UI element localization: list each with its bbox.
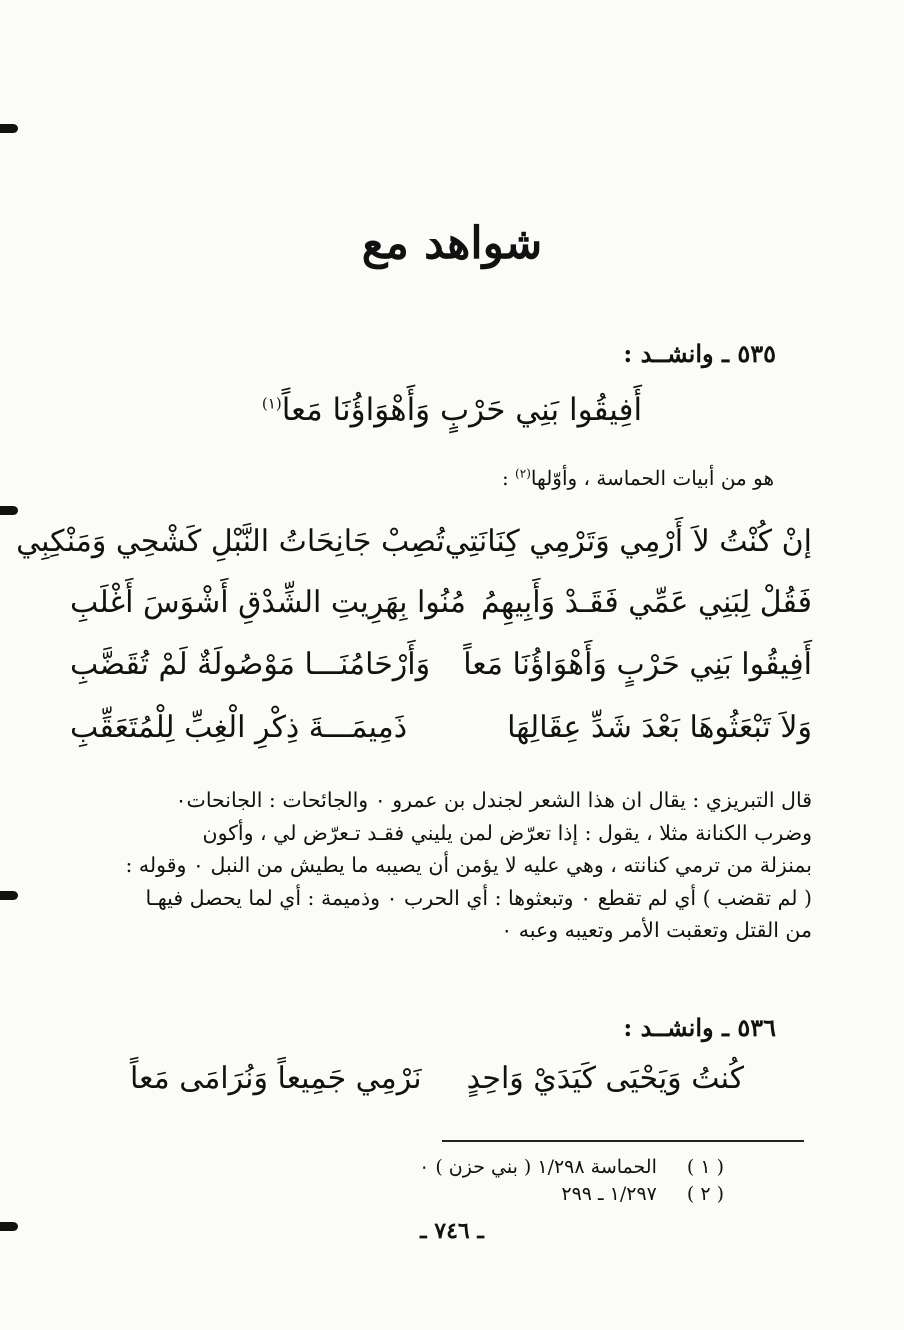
- page-title: شواهد مع: [361, 218, 543, 269]
- footnote-divider: [442, 1140, 804, 1142]
- commentary-line: من القتل وتعقبت الأمر وتعيبه وعبه ٠: [501, 918, 812, 942]
- page-number: ـ ٧٤٦ ـ: [420, 1218, 484, 1244]
- footnote: [419, 1156, 724, 1178]
- entry-heading-535: ٥٣٥ ـ وانشــد :: [623, 339, 776, 368]
- entry-intro-text: هو من أبيات الحماسة ، وأوّلها: [530, 466, 774, 490]
- margin-mark: [0, 124, 18, 133]
- cited-verse: [0, 392, 904, 428]
- footnote: [561, 1183, 724, 1205]
- hemistich-first: فَقُلْ لِبَنِي عَمِّي فَقَـدْ وَأَبِيهِمُ: [481, 584, 812, 620]
- hemistich-first: إنْ كُنْتُ لاَ أَرْمِي وَتَرْمِي كِنَانَتِي: [444, 523, 812, 559]
- commentary-line: ( لم تقضب ) أي لم تقطع ٠ وتبعثوها : أي الحرب ٠ وذميمة : أي لما يحصل فيهـا: [145, 885, 812, 910]
- poem-couplet: [16, 513, 812, 569]
- hemistich-second: وَأَرْحَامُنَـــا مَوْصُولَةٌ لَمْ تُقَضَّبِ: [70, 646, 431, 682]
- commentary-line: بمنزلة من ترمي كنانته ، وهي عليه لا يؤمن أن يصيبه ما يطيش من النبل ٠ وقوله :: [125, 853, 812, 877]
- hemistich-second: تُصِبْ جَانِحَاتُ النَّبْلِ كَشْحِي وَمَنْكِبِي: [16, 523, 445, 559]
- poem-couplet: [70, 574, 812, 630]
- commentary-paragraph: [72, 784, 812, 947]
- hemistich-first: وَلاَ تَبْعَثُوهَا بَعْدَ شَدِّ عِقَالِهَا: [507, 709, 812, 745]
- hemistich-first: أَفِيقُوا بَنِي حَرْبٍ وَأَهْوَاؤُنَا مَعاً: [463, 646, 812, 682]
- footnote-ref-2: (٢): [515, 466, 531, 481]
- footnote-ref-1: (١): [261, 394, 282, 413]
- entry-intro: [502, 466, 774, 490]
- hemistich-second: مُنُوا بِهَرِيتِ الشِّدْقِ أَشْوَسَ أَغْلَبِ: [70, 584, 466, 620]
- cited-verse-text: أَفِيقُوا بَنِي حَرْبٍ وَأَهْوَاؤُنَا مَعاً: [281, 392, 643, 428]
- hemistich-second: نَرْمِي جَمِيعاً وَنُرَامَى مَعاً: [130, 1060, 422, 1096]
- poem-couplet: [130, 1050, 744, 1106]
- hemistich-second: ذَمِيمَـــةَ ذِكْرِ الْغِبِّ لِلْمُتَعَقِّبِ: [70, 709, 408, 745]
- commentary-line: وضرب الكنانة مثلا ، يقول : إذا تعرّض لمن يليني فقـد تـعرّض لي ، وأكون: [202, 820, 812, 845]
- poem-couplet: [70, 636, 812, 692]
- poem-couplet: [70, 699, 812, 755]
- footnote-text: الحماسة ١/٢٩٨ ( بني حزن ) ٠: [419, 1156, 657, 1178]
- hemistich-first: كُنتُ وَيَحْيَى كَيَدَيْ وَاحِدٍ: [466, 1060, 744, 1096]
- footnote-text: ١/٢٩٧ ـ ٢٩٩: [561, 1183, 657, 1205]
- entry-intro-end: :: [501, 466, 516, 490]
- footnote-mark: ( ٢ ): [686, 1183, 724, 1205]
- entry-heading-536: ٥٣٦ ـ وانشــد :: [623, 1013, 776, 1042]
- margin-mark: [0, 506, 18, 515]
- footnote-mark: ( ١ ): [686, 1156, 724, 1178]
- margin-mark: [0, 891, 18, 900]
- commentary-line: قال التبريزي : يقال ان هذا الشعر لجندل بن عمرو ٠ والجائحات : الجانحات٠: [175, 788, 812, 812]
